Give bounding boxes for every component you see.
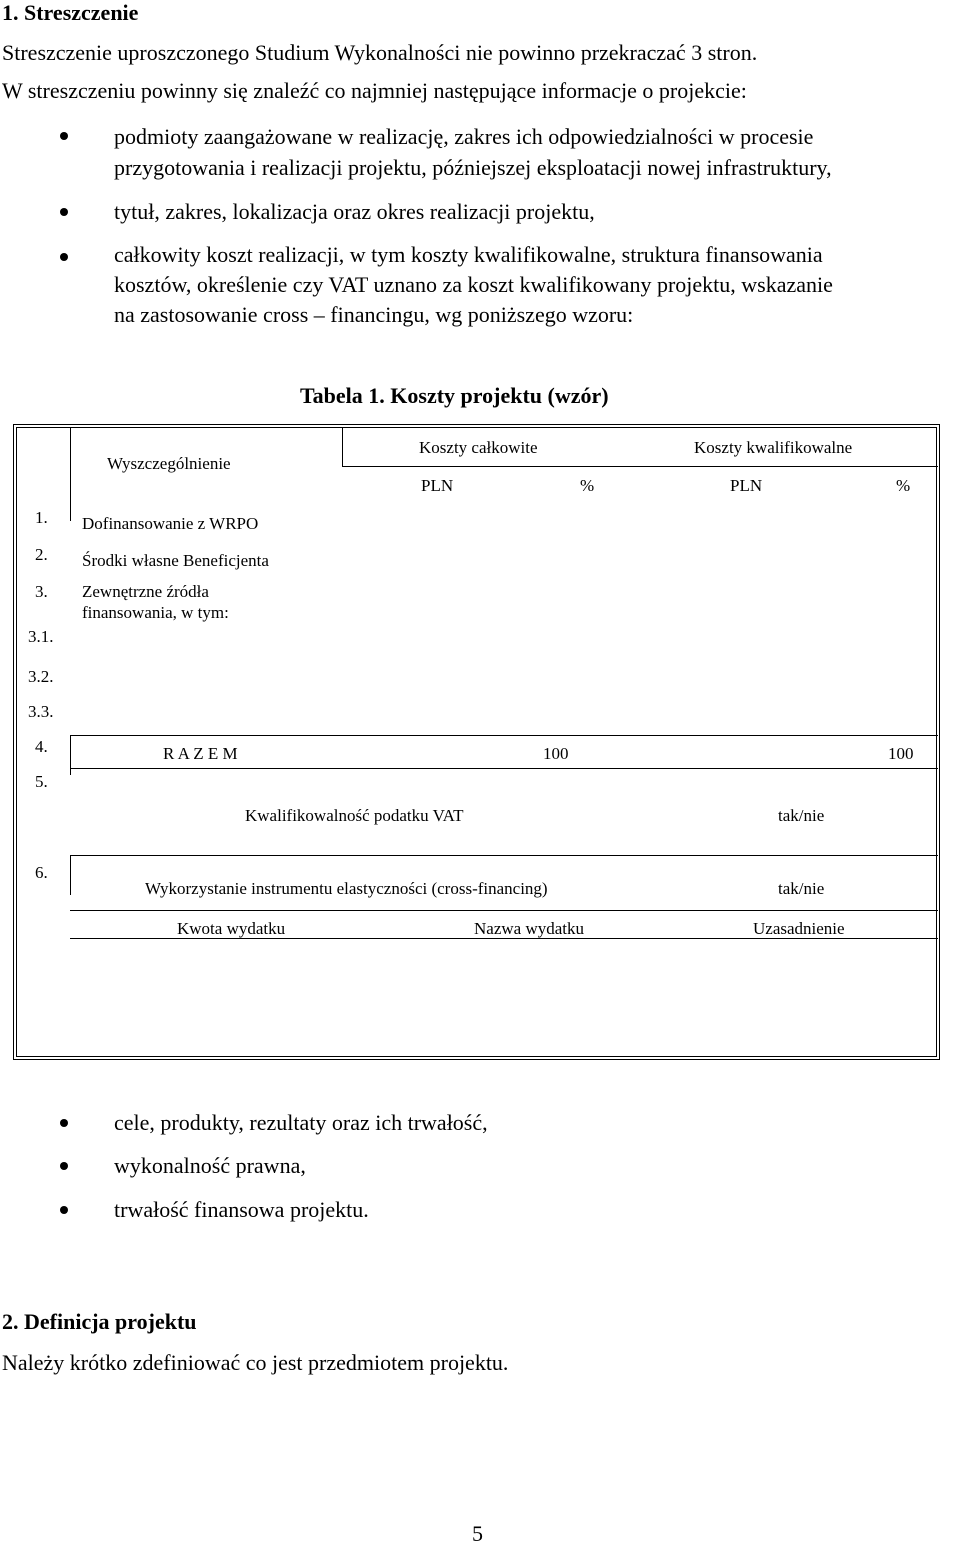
row-number: 3.3. (28, 702, 54, 721)
bullet-icon (60, 1206, 68, 1214)
unit-pct-total: % (580, 476, 595, 495)
page-number: 5 (472, 1521, 483, 1546)
row-number-vat: 5. (35, 772, 48, 791)
table-divider (342, 427, 343, 467)
header-total-costs: Koszty całkowite (419, 438, 538, 457)
vat-value: tak/nie (778, 806, 825, 825)
bullet-icon (60, 1162, 68, 1170)
bullet-financial: trwałość finansowa projektu. (114, 1197, 369, 1222)
header-eligible-costs: Koszty kwalifikowalne (694, 438, 853, 457)
total-pct-eligible: 100 (888, 744, 914, 763)
bullet-goals: cele, produkty, rezultaty oraz ich trwałość, (114, 1110, 488, 1135)
row-label: Środki własne Beneficjenta (82, 551, 269, 570)
table-divider (70, 855, 71, 895)
unit-pln-eligible: PLN (730, 476, 763, 495)
paragraph-summary-content: W streszczeniu powinny się znaleźć co najmniej następujące informacje o projekcie: (2, 78, 747, 103)
row-number-total: 4. (35, 737, 48, 756)
bullet-icon (60, 253, 68, 261)
bullet-icon (60, 1119, 68, 1127)
row-label: Zewnętrzne źródła (82, 582, 209, 601)
cross-financing-value: tak/nie (778, 879, 825, 898)
column-expense-name: Nazwa wydatku (474, 919, 584, 938)
table-divider (70, 735, 938, 736)
bullet-3-line-3: na zastosowanie cross – financingu, wg poniższego wzoru: (114, 302, 634, 327)
unit-pct-eligible: % (896, 476, 911, 495)
total-pct-total: 100 (543, 744, 569, 763)
table-divider (70, 910, 938, 911)
table-caption: Tabela 1. Koszty projektu (wzór) (300, 383, 609, 408)
bullet-icon (60, 132, 68, 140)
table-divider (342, 466, 938, 467)
row-number: 3.1. (28, 627, 54, 646)
row-label-continued: finansowania, w tym: (82, 603, 229, 622)
bullet-legal: wykonalność prawna, (114, 1153, 306, 1178)
bullet-3-line-1: całkowity koszt realizacji, w tym koszty kwalifikowalne, struktura finansowania (114, 242, 823, 267)
column-amount: Kwota wydatku (177, 919, 286, 938)
row-number-cross-financing: 6. (35, 863, 48, 882)
vat-label: Kwalifikowalność podatku VAT (245, 806, 464, 825)
table-divider (70, 768, 938, 769)
header-specification: Wyszczególnienie (107, 454, 231, 473)
row-number: 2. (35, 545, 48, 564)
paragraph-summary-length: Streszczenie uproszczonego Studium Wykonalności nie powinno przekraczać 3 stron. (2, 40, 758, 65)
bullet-3-line-2: kosztów, określenie czy VAT uznano za koszt kwalifikowany projektu, wskazanie (114, 272, 833, 297)
section-heading-1: 1. Streszczenie (2, 0, 139, 25)
row-label: Dofinansowanie z WRPO (82, 514, 259, 533)
table-divider (70, 735, 71, 775)
column-justification: Uzasadnienie (753, 919, 845, 938)
table-divider (70, 427, 71, 521)
cross-financing-label: Wykorzystanie instrumentu elastyczności (cross-financing) (145, 879, 548, 898)
total-label: R A Z E M (163, 744, 238, 763)
paragraph-definition: Należy krótko zdefiniować co jest przedmiotem projektu. (2, 1350, 509, 1375)
row-number: 3. (35, 582, 48, 601)
bullet-icon (60, 208, 68, 216)
bullet-2-line-1: tytuł, zakres, lokalizacja oraz okres realizacji projektu, (114, 199, 595, 224)
section-heading-2: 2. Definicja projektu (2, 1309, 197, 1334)
table-divider (70, 855, 938, 856)
row-number: 3.2. (28, 667, 54, 686)
bullet-1-line-2: przygotowania i realizacji projektu, późniejszej eksploatacji nowej infrastruktury, (114, 155, 832, 180)
unit-pln-total: PLN (421, 476, 454, 495)
row-number: 1. (35, 508, 48, 527)
bullet-1-line-1: podmioty zaangażowane w realizację, zakres ich odpowiedzialności w procesie (114, 124, 814, 149)
